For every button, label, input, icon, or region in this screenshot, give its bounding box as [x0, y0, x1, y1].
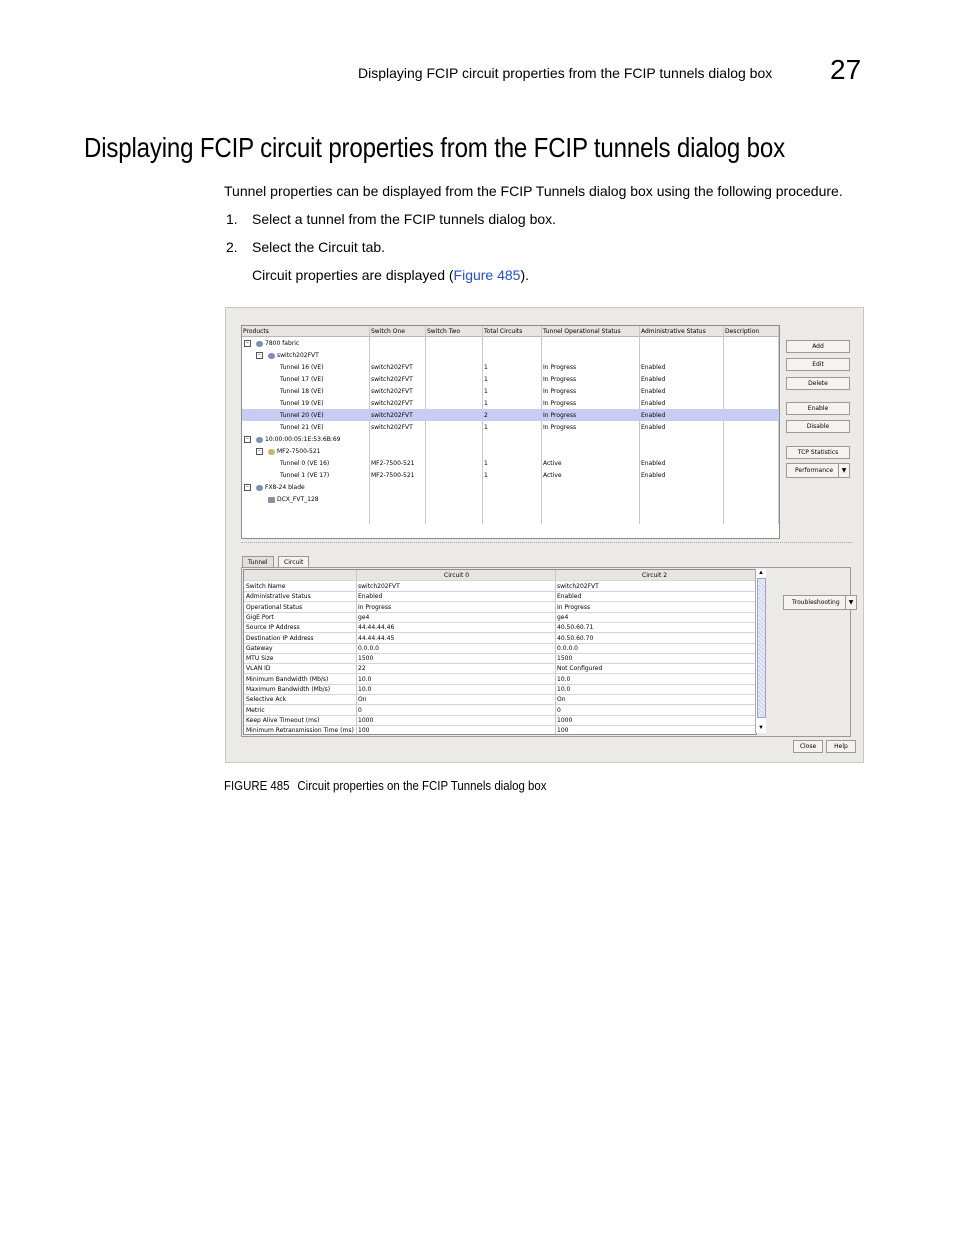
fabric-icon	[256, 485, 263, 491]
property-name: MTU Size	[246, 655, 274, 663]
property-name: Destination IP Address	[246, 634, 314, 642]
tree-row[interactable]: DCX_FVT_128	[242, 493, 779, 505]
circuit-0-value: 1500	[358, 655, 374, 663]
property-name: Maximum Bandwidth (Mb/s)	[246, 686, 331, 693]
tree-row[interactable]: Tunnel 1 (VE 17) MF2-7500-521 1 Active Enabled	[280, 472, 666, 479]
circuit-2-value: 10.0	[557, 675, 571, 683]
chevron-down-icon: ▼	[845, 596, 856, 609]
property-name: Administrative Status	[246, 593, 311, 601]
property-name: GigE Port	[246, 613, 274, 621]
switch-icon	[268, 497, 275, 503]
property-name: Minimum Bandwidth (Mb/s)	[246, 675, 329, 683]
add-button[interactable]: Add	[786, 340, 850, 353]
circuit-0-value: switch202FVT	[358, 583, 400, 590]
tree-row[interactable]: Tunnel 18 (VE) switch202FVT 1 In Progress Enabled	[280, 388, 666, 395]
col-total-circuits[interactable]: Total Circuits	[484, 328, 523, 335]
close-button[interactable]: Close	[793, 740, 823, 753]
fabric-icon	[256, 437, 263, 443]
circuit-2-value: 40.50.60.71	[557, 624, 594, 632]
tunnel-tree-table	[241, 325, 780, 539]
tree-row[interactable]: Tunnel 16 (VE) switch202FVT 1 In Progress Enabled	[280, 364, 666, 371]
circuit-0-value: 44.44.44.46	[358, 624, 395, 632]
scroll-up-icon[interactable]: ▲	[758, 570, 764, 576]
disable-button[interactable]: Disable	[786, 420, 850, 433]
circuit-2-value: In Progress	[557, 603, 591, 611]
scroll-down-icon[interactable]: ▼	[758, 725, 764, 731]
switch-icon	[268, 449, 275, 455]
circuit-row[interactable]	[244, 725, 756, 735]
circuit-header-row	[244, 570, 756, 581]
running-header-title: Displaying FCIP circuit properties from the FCIP tunnels dialog box	[358, 65, 773, 81]
col-tunnel-op-status[interactable]: Tunnel Operational Status	[543, 328, 621, 335]
tree-row[interactable]: − 10:00:00:05:1E:53:6B:69	[242, 433, 779, 445]
tree-row-selected[interactable]: Tunnel 20 (VE) switch202FVT 2 In Progress Enabled	[242, 409, 779, 421]
fabric-icon	[256, 341, 263, 347]
step-1: 1. Select a tunnel from the FCIP tunnels dialog box.	[226, 211, 557, 227]
tree-row[interactable]: Tunnel 17 (VE) switch202FVT 1 In Progress Enabled	[280, 376, 666, 383]
circuit-properties-table	[243, 569, 757, 735]
figure-caption: FIGURE 485 Circuit properties on the FCIP Tunnels dialog box	[224, 778, 547, 793]
circuit-2-value: switch202FVT	[557, 583, 599, 590]
col-admin-status[interactable]: Administrative Status	[641, 328, 706, 335]
circuit-2-value: 40.50.60.70	[557, 634, 594, 642]
divider	[241, 542, 853, 543]
enable-button[interactable]: Enable	[786, 402, 850, 415]
circuit-0-value: 100	[358, 727, 370, 735]
circuit-0-value: 44.44.44.45	[358, 634, 395, 642]
page-title: Displaying FCIP circuit properties from the FCIP tunnels dialog box	[84, 132, 785, 163]
circuit-0-value: 10.0	[358, 675, 372, 683]
switch-icon	[268, 353, 275, 359]
circuit-2-value: On	[557, 696, 566, 704]
step-2: 2. Select the Circuit tab.	[226, 239, 386, 255]
step-2-result: Circuit properties are displayed (Figure 485).	[252, 267, 530, 283]
tree-row[interactable]: Tunnel 0 (VE 16) MF2-7500-521 1 Active Enabled	[280, 460, 666, 467]
fcip-tunnels-dialog	[225, 307, 864, 763]
property-name: Keep Alive Timeout (ms)	[246, 716, 320, 724]
col-switch-two[interactable]: Switch Two	[427, 328, 460, 335]
circuit-0-value: 10.0	[358, 686, 372, 693]
circuit-2-value: ge4	[557, 613, 569, 621]
tcp-statistics-button[interactable]: TCP Statistics	[786, 446, 850, 459]
intro-paragraph: Tunnel properties can be displayed from the FCIP Tunnels dialog box using the following procedure.	[224, 183, 843, 199]
circuit-2-value: 1500	[557, 655, 573, 663]
delete-button[interactable]: Delete	[786, 377, 850, 390]
scroll-thumb[interactable]	[757, 578, 766, 718]
col-circuit-0[interactable]: Circuit 0	[444, 572, 470, 579]
tree-row[interactable]: Tunnel 19 (VE) switch202FVT 1 In Progress Enabled	[280, 400, 666, 407]
col-products[interactable]: Products	[243, 328, 269, 335]
property-name: Source IP Address	[246, 624, 300, 632]
property-name: Gateway	[246, 644, 273, 652]
help-button[interactable]: Help	[826, 740, 856, 753]
tab-circuit[interactable]: Circuit	[278, 556, 309, 567]
circuit-0-value: In Progress	[358, 603, 392, 611]
circuit-2-value: 1000	[557, 716, 573, 724]
chevron-down-icon: ▼	[838, 464, 849, 477]
circuit-tab-panel	[241, 567, 854, 737]
vertical-scrollbar[interactable]	[755, 569, 766, 733]
circuit-0-value: ge4	[358, 613, 370, 621]
tree-row[interactable]: − 7800 fabric	[242, 337, 779, 349]
circuit-2-value: 0	[557, 706, 561, 714]
property-name: VLAN ID	[246, 665, 271, 673]
circuit-0-value: 0.0.0.0	[358, 644, 379, 652]
col-circuit-2[interactable]: Circuit 2	[642, 572, 668, 579]
circuit-0-value: On	[358, 696, 367, 704]
circuit-2-value: 10.0	[557, 686, 571, 693]
performance-dropdown[interactable]: Performance ▼	[786, 463, 850, 478]
property-name: Operational Status	[246, 603, 303, 611]
circuit-0-value: 1000	[358, 716, 374, 724]
tree-row[interactable]: Tunnel 21 (VE) switch202FVT 1 In Progress Enabled	[280, 424, 666, 431]
property-name: Switch Name	[246, 583, 286, 590]
circuit-2-value: 0.0.0.0	[557, 644, 578, 652]
tree-row[interactable]: − MF2-7500-521	[242, 445, 779, 457]
col-description[interactable]: Description	[725, 328, 760, 335]
figure-link[interactable]: Figure 485	[453, 267, 521, 283]
troubleshooting-dropdown[interactable]: Troubleshooting ▼	[783, 595, 857, 610]
circuit-0-value: Enabled	[358, 593, 383, 601]
property-name: Metric	[246, 706, 265, 714]
tree-row[interactable]: − switch202FVT	[242, 349, 779, 361]
edit-button[interactable]: Edit	[786, 358, 850, 371]
tab-tunnel[interactable]: Tunnel	[242, 556, 274, 567]
circuit-0-value: 0	[358, 706, 362, 714]
property-name: Minimum Retransmission Time (ms)	[246, 727, 354, 735]
circuit-2-value: Not Configured	[557, 665, 603, 673]
circuit-0-value: 22	[358, 665, 366, 673]
col-switch-one[interactable]: Switch One	[371, 328, 405, 335]
tree-row[interactable]: − FX8-24 blade	[242, 481, 779, 493]
property-name: Selective Ack	[246, 696, 287, 704]
tree-header	[242, 326, 779, 337]
circuit-2-value: Enabled	[557, 593, 582, 601]
chapter-number: 27	[830, 54, 862, 85]
circuit-2-value: 100	[557, 727, 569, 735]
